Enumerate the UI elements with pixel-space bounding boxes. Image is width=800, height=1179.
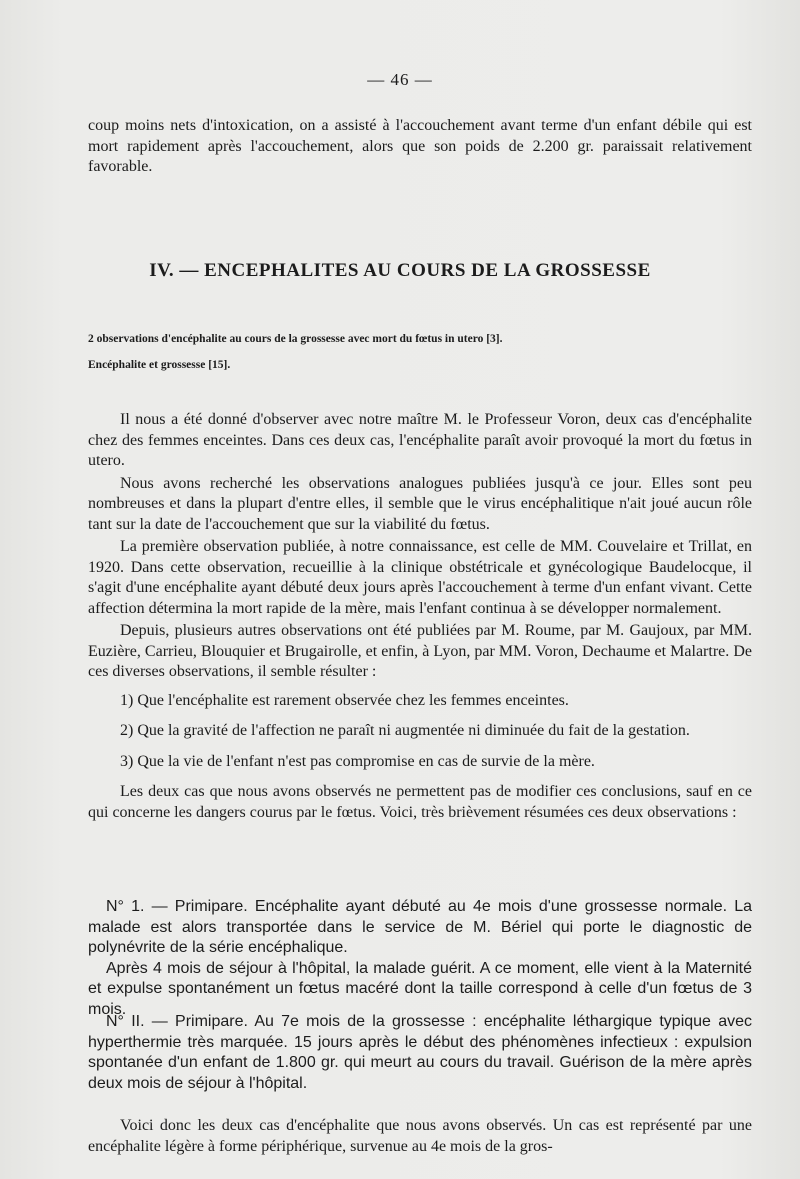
page-number: — 46 — [367,70,433,89]
observation-1-paragraph: Après 4 mois de séjour à l'hôpital, la malade guérit. A ce moment, elle vient à la Maternité et expulse spontanément un fœtus macéré dont la taille correspond à celle d'un fœtus de 3 mois. [88,959,752,1018]
final-paragraph-block [88,1116,752,1157]
conclusions-list [88,691,752,773]
observation-2-paragraph: N° II. — Primipare. Au 7e mois de la grossesse : encéphalite léthargique typique avec hyperthermie très marquée. 15 jours après le début des phénomènes infectieux : expulsion spontanée d'un enfant de 1.800 gr. qui meurt au cours du travail. Guérison de la mère après deux mois de séjour à l'hôpital. [88,1013,752,1092]
list-item: 1) Que l'encéphalite est rarement observée chez les femmes enceintes. [120,691,569,709]
observation-2 [88,1012,752,1094]
body-paragraph: La première observation publiée, à notre connaissance, est celle de MM. Couvelaire et Trillat, en 1920. Dans cette observation, recueillie à la clinique obstétricale et gynécologique Baudelocque, il s'agit d'une encéphalite ayant débuté deux jours après l'accouchement à terme d'un enfant vivant. Cette affection détermina la mort rapide de la mère, mais l'enfant continua à se développer normalement. [88,538,752,617]
list-item: 2) Que la gravité de l'affection ne paraît ni augmentée ni diminuée du fait de la gestation. [120,722,690,739]
references-block [88,331,752,373]
final-paragraph: Voici donc les deux cas d'encéphalite que nous avons observés. Un cas est représenté par une encéphalite légère à forme périphérique, survenue au 4e mois de la gros- [88,1117,752,1155]
conclusion-paragraph: Les deux cas que nous avons observés ne permettent pas de modifier ces conclusions, sauf en ce qui concerne les dangers courus par le fœtus. Voici, très brièvement résumées ces deux observations : [88,783,752,821]
body-text [88,410,752,823]
reference-2: Encéphalite et grossesse [15]. [88,359,231,371]
section-heading: IV. — ENCEPHALITES AU COURS DE LA GROSSESSE [149,260,651,281]
body-paragraph: Depuis, plusieurs autres observations ont été publiées par M. Roume, par M. Gaujoux, par MM. Euzière, Carrieu, Blouquier et Brugairolle, et enfin, à Lyon, par MM. Voron, Dechaume et Malartre. De ces diverses observations, il semble résulter : [88,622,752,680]
intro-paragraph: coup moins nets d'intoxication, on a assisté à l'accouchement avant terme d'un enfant débile qui est mort rapidement après l'accouchement, alors que son poids de 2.200 gr. paraissait relativement favorable. [88,117,752,175]
reference-1: 2 observations d'encéphalite au cours de la grossesse avec mort du fœtus in utero [3]. [88,333,503,345]
intro-paragraph-block [88,116,752,178]
observation-1 [88,897,752,1020]
list-item: 3) Que la vie de l'enfant n'est pas compromise en cas de survie de la mère. [120,752,595,770]
body-paragraph: Il nous a été donné d'observer avec notre maître M. le Professeur Voron, deux cas d'encéphalite chez des femmes enceintes. Dans ces deux cas, l'encéphalite paraît avoir provoqué la mort du fœtus in utero. [88,411,752,469]
body-paragraph: Nous avons recherché les observations analogues publiées jusqu'à ce jour. Elles sont peu nombreuses et dans la plupart d'entre elles, il semble que le virus encéphalitique n'ait joué aucun rôle tant sur la date de l'accouchement que sur la viabilité du fœtus. [88,474,752,533]
observation-1-paragraph: N° 1. — Primipare. Encéphalite ayant débuté au 4e mois d'une grossesse normale. La malade est alors transportée dans le service de M. Bériel qui porte le diagnostic de polynévrite de la série encéphalique. [88,898,752,956]
